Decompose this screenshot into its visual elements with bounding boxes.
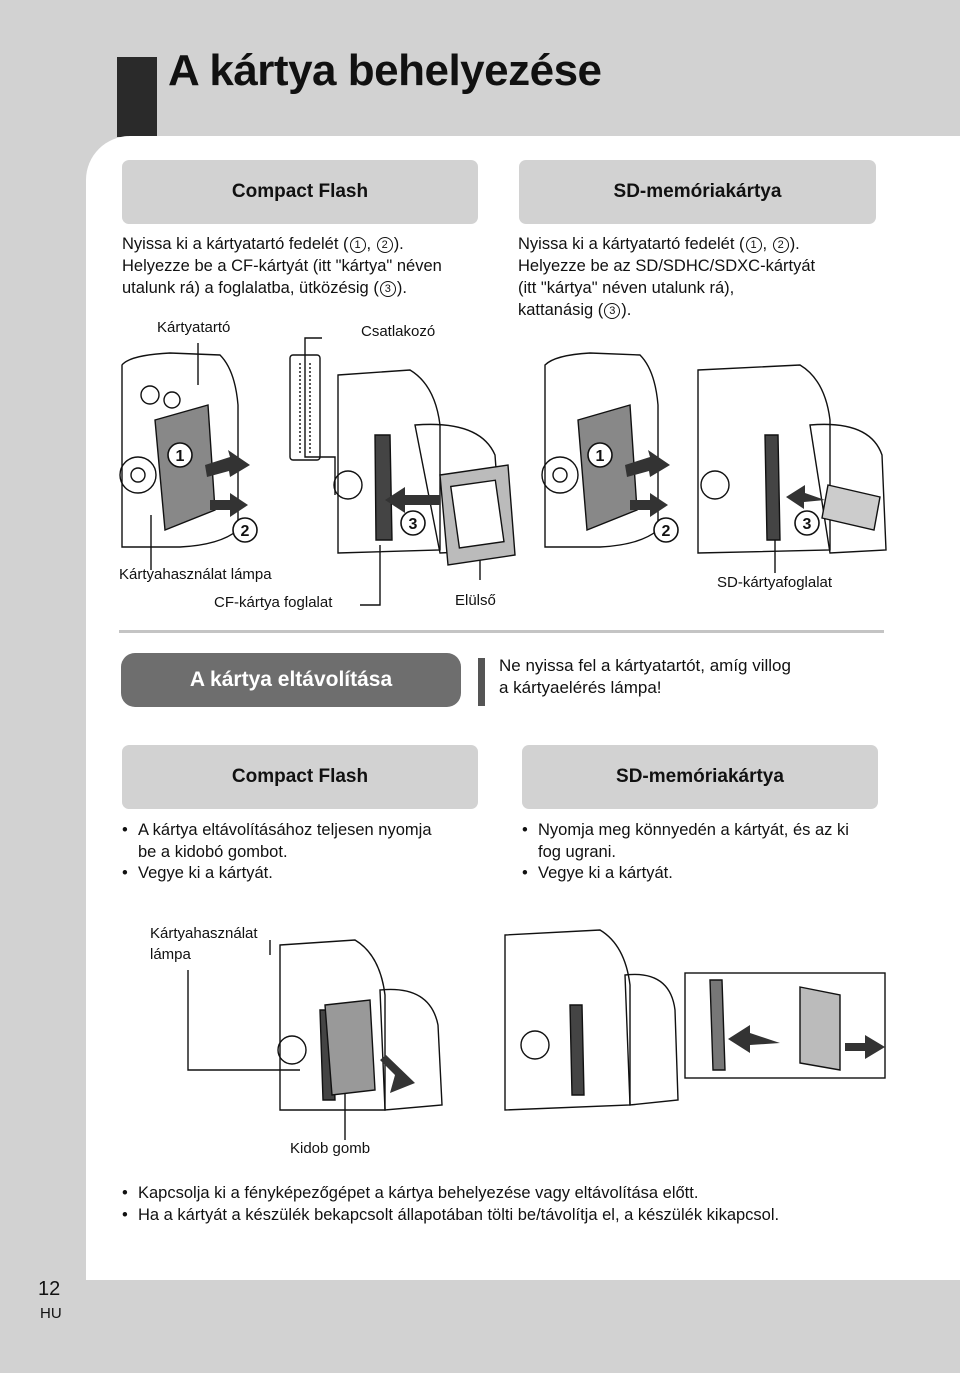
step-1-marker: 1: [175, 448, 185, 465]
step-3-marker: 3: [408, 516, 418, 533]
label-front: Elülső: [455, 592, 496, 609]
step-1-marker: 1: [595, 448, 605, 465]
label-card-lamp: Kártyahasználat lámpa: [119, 566, 272, 583]
warning-line1: Ne nyissa fel a kártyatartót, amíg villog: [499, 656, 791, 675]
cf-insert-line1: Nyissa ki a kártyatartó fedelét (: [122, 235, 349, 253]
step-3-marker: 3: [802, 516, 812, 533]
page-language: HU: [40, 1305, 62, 1322]
step-2-marker: 2: [240, 523, 250, 540]
label-connector: Csatlakozó: [361, 323, 436, 340]
step-2-marker: 2: [661, 523, 671, 540]
label-remove-lamp-line2: lámpa: [150, 946, 191, 963]
sd-insert-line4-end: ).: [621, 301, 632, 319]
cf-insert-line1-end: ).: [393, 235, 404, 253]
remove-illustration: [180, 915, 900, 1145]
page-title: A kártya behelyezése: [168, 46, 602, 95]
sd-insert-header: SD-memóriakártya: [519, 160, 876, 224]
note-power-off: Kapcsolja ki a fényképezőgépet a kártya behelyezése vagy eltávolítása előtt.: [138, 1184, 699, 1202]
cf-insert-line2: Helyezze be a CF-kártyát (itt "kártya" néven: [122, 257, 442, 275]
sd-remove-bullet1: Nyomja meg könnyedén a kártyát, és az ki: [538, 821, 849, 839]
step-3-marker: 3: [380, 281, 396, 297]
cf-insert-line3-end: ).: [396, 279, 407, 297]
bullet: •: [522, 821, 528, 839]
cf-insert-header: Compact Flash: [122, 160, 478, 224]
sd-insert-line1: Nyissa ki a kártyatartó fedelét (: [518, 235, 745, 253]
bullet: •: [122, 1184, 128, 1202]
notes-list: [122, 1183, 779, 1226]
cf-remove-bullet2: Vegye ki a kártyát.: [138, 864, 273, 882]
sd-remove-header: SD-memóriakártya: [522, 745, 878, 809]
step-3-marker: 3: [604, 303, 620, 319]
label-card-holder: Kártyatartó: [157, 319, 231, 336]
sd-remove-bullets: [522, 820, 849, 885]
cf-remove-header: Compact Flash: [122, 745, 478, 809]
sd-insert-line1-end: ).: [789, 235, 800, 253]
sd-insert-text: Nyissa ki a kártyatartó fedelét ( 1 , 2 ). Helyezze be az SD/SDHC/SDXC-kártyát (itt "kártya" néven utalunk rá), kattanásig ( 3 ).: [518, 235, 816, 319]
remove-section-title: A kártya eltávolítása: [121, 653, 461, 707]
cf-insert-line3: utalunk rá) a foglalatba, ütközésig (: [122, 279, 379, 297]
sd-remove-bullet2: Vegye ki a kártyát.: [538, 864, 673, 882]
label-remove-lamp-line1: Kártyahasználat: [150, 925, 258, 942]
note-auto-off: Ha a kártyát a készülék bekapcsolt állapotában tölti be/távolítja el, a készülék kikapcsol.: [138, 1205, 780, 1224]
step-1-marker: 1: [746, 237, 762, 253]
page-number: 12: [38, 1278, 61, 1300]
warning-line2: a kártyaelérés lámpa!: [499, 678, 662, 697]
label-sd-slot: SD-kártyafoglalat: [717, 574, 833, 591]
title-accent-bar: [117, 57, 157, 137]
insert-illustration: [110, 325, 890, 615]
cf-remove-bullets: [122, 820, 432, 885]
bullet: •: [522, 864, 528, 882]
step-2-marker: 2: [377, 237, 393, 253]
cf-remove-bullet1-cont: be a kidobó gombot.: [138, 842, 288, 861]
cf-remove-bullet1: A kártya eltávolításához teljesen nyomja: [138, 821, 432, 839]
bullet: •: [122, 821, 128, 839]
section-divider: [119, 630, 884, 633]
step-2-marker: 2: [773, 237, 789, 253]
label-cf-slot: CF-kártya foglalat: [214, 594, 333, 611]
sd-insert-line2: Helyezze be az SD/SDHC/SDXC-kártyát: [518, 257, 816, 275]
bullet: •: [122, 1205, 128, 1224]
cf-insert-text: Nyissa ki a kártyatartó fedelét ( 1 , 2 ). Helyezze be a CF-kártyát (itt "kártya" néven utalunk rá) a foglalatba, ütközésig ( 3 ).: [122, 235, 442, 297]
label-eject-button: Kidob gomb: [290, 1140, 371, 1157]
sd-remove-bullet1-cont: fog ugrani.: [538, 842, 616, 861]
bullet: •: [122, 864, 128, 882]
remove-warning: [499, 655, 791, 699]
warning-bar: [478, 658, 485, 706]
sd-insert-line3: (itt "kártya" néven utalunk rá),: [518, 279, 735, 297]
sd-insert-line4: kattanásig (: [518, 301, 604, 319]
step-1-marker: 1: [350, 237, 366, 253]
